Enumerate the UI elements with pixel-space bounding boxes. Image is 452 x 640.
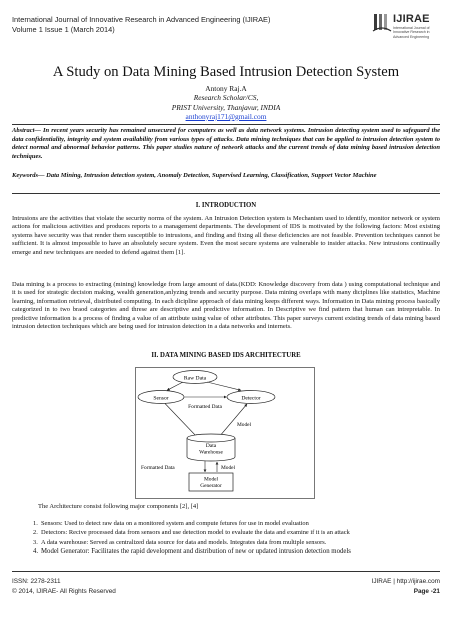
formatted-data-left-label: Formatted Data (141, 465, 175, 471)
journal-volume: Volume 1 Issue 1 (March 2014) (12, 25, 115, 34)
intro-paragraph-2: Data mining is a process to extracting (mining) knowledge from large amount of data.(KDD: Knowledge discovery from data ) using computational technique and it is used for strategic decision making, wealth generation,anlyzing trends and security purpose. Data mining overlaps with many diciplines like statistics, Machine learning, information retrieval, distributed computing. In each dicipline approach of data mining keeps different ways. Information in Data mining process basically categorized in to two braod categories and threse are descriptive and predictive information. In Descriptive we find pattern that human can intrepretable. In predictive information is a process of finding a value of an attribute using value of other attributes. This paper surveys current existing trends of data mining based intrusion detection techniques which are being used for intrusion detection in a data networks and internets. (12, 281, 440, 331)
formatted-data-top-label: Formatted Data (188, 404, 222, 410)
warehouse-label-line1: Data (205, 443, 217, 449)
ids-architecture-diagram (135, 367, 315, 499)
divider-top (12, 124, 440, 125)
keywords (12, 172, 440, 181)
abstract (12, 127, 440, 161)
footer-issn: ISSN: 2278-2311 (12, 578, 61, 585)
detector-label: Detector (241, 395, 261, 402)
model-label: Model (237, 422, 252, 428)
abstract-label: Abstract— (12, 127, 41, 134)
list-item: 1. Sensors: Used to detect raw data on a monitored system and compute fetures for use in model evaluation (33, 520, 309, 527)
section-heading-architecture: II. DATA MINING BASED IDS ARCHITECTURE (151, 352, 301, 359)
author-block (0, 84, 452, 121)
footer-journal-url[interactable]: IJIRAE | http://ijirae.com (371, 578, 440, 585)
raw-data-label: Raw Data (183, 375, 207, 382)
generator-label-line2: Generator (200, 483, 222, 489)
author-role: Research Scholar/CS, (193, 93, 259, 103)
logo-tagline: International Journal of Innovative Research in Advanced Engineering (393, 26, 430, 39)
footer-right (372, 577, 440, 597)
keywords-text: Data Mining, Intrusion detection system, Anomaly Detection, Supervised Learning, Classification, Support Vector Machine (44, 172, 377, 179)
architecture-intro: The Architecture consist following major components [2], [4] (38, 503, 199, 510)
model-left-label: Model (221, 465, 236, 471)
ijirae-logo-icon (372, 11, 392, 33)
footer-left (12, 577, 116, 597)
footer-page-number: Page -21 (413, 588, 440, 595)
list-item: 3. A data warehouse: Served as centralized data source for data and models. Integrates data from multiple sensors. (33, 538, 327, 546)
journal-name: International Journal of Innovative Research in Advanced Engineering (IJIRAE) (12, 15, 271, 24)
keywords-label: Keywords— (12, 172, 45, 179)
data-warehouse-top (187, 434, 235, 442)
author-email-link[interactable]: anthonyraj171@gmail.com (185, 111, 267, 121)
divider-bottom (12, 193, 440, 194)
paper-title: A Study on Data Mining Based Intrusion Detection System (52, 64, 400, 80)
components-list (33, 519, 443, 557)
intro-paragraph-1: Intrusions are the activities that violate the security norms of the system. An Intrusion Detection system is Mechanism used to identify, monitor network or system actions for malicious activities and produces reports to a management departments. The development of IDS is motivated by the following factors: Most existing systems have security was that render them susceptible to intrusions, and finding and fixing all these deficiencies are not feasible. Prevention techniques cannot be sufficient. It is almost impossible to have an absolutely secure system. Even the most secure systems are vulnerable to insider attacks. New intrusions continually emerge and new techniques are needed to defend against them [1]. (12, 215, 440, 256)
generator-label-line1: Model (203, 476, 219, 483)
sensor-label: Sensor (153, 395, 169, 402)
footer-copyright: © 2014, IJIRAE- All Rights Reserved (12, 588, 116, 595)
journal-header (12, 15, 342, 35)
warehouse-label-line2: Warehouse (199, 449, 223, 456)
logo-name: IJIRAE (393, 13, 430, 25)
list-item: 4. Model Generator: Facilitates the rapid development and distribution of new or updated intrusion detection models (33, 548, 351, 556)
section-heading-introduction: I. INTRODUCTION (195, 202, 257, 209)
abstract-text: In recent years security has remained unsecured for computers as well as data network systems. Intrusion detecting system used to safeguard the data confidentiality, integrity and system availability from various types of attacks. Data mining techniques that can be applied to intrusion detection system to detect normal and abnormal behavior patterns. This paper studies nature of network attacks and the current trends of data mining based intrusion detection techniques. (12, 127, 440, 160)
footer-divider (12, 571, 440, 572)
author-name: Antony Raj.A (205, 84, 247, 93)
author-affiliation: PRIST University, Thanjavur, INDIA (171, 102, 281, 112)
list-item: 2. Detectors: Recive processed data from sensors and use detection model to evaluate the data and examine if it is an attack (33, 529, 350, 537)
journal-logo (372, 11, 444, 41)
